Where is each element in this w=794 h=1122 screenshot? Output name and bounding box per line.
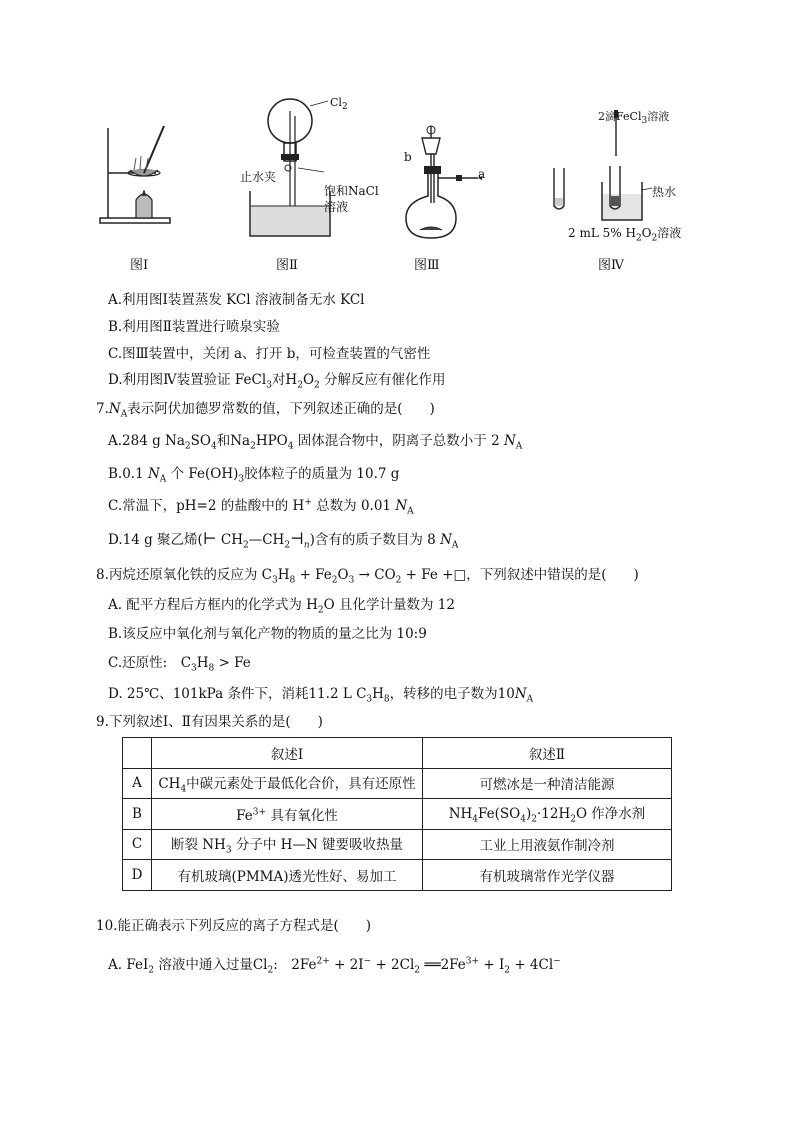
table-cell: 有机玻璃常作光学仪器 xyxy=(423,860,672,891)
table-cell: 断裂 $NH_3$ 分子中 H—N 键要吸收热量 xyxy=(152,829,423,860)
q6-option-d: D.利用图Ⅳ装置验证 FeCl$_3$对$H_2O_2$ 分解反应有催化作用 xyxy=(108,372,446,391)
q7-option-b: B.0.1 $N_A$ 个 $Fe(OH)_3$胶体粒子的质量为 10.7 g xyxy=(108,466,400,485)
figure-1-evaporation-apparatus xyxy=(96,118,176,228)
figure-4-caption: 图Ⅳ xyxy=(598,258,624,273)
q10-stem: 10.能正确表示下列反应的离子方程式是( ) xyxy=(96,918,372,934)
table-row-key: A xyxy=(123,768,152,799)
q9-table xyxy=(122,737,672,891)
q6-option-c: C.图Ⅲ装置中，关闭 a、打开 b，可检查装置的气密性 xyxy=(108,346,431,362)
figure-3-airtightness-apparatus xyxy=(400,118,500,248)
polymer-bracket-left: ⊢ xyxy=(202,529,217,548)
figure-2-nacl-label-1: 饱和NaCl xyxy=(324,184,379,198)
table-row-key: C xyxy=(123,829,152,860)
figure-2-cl2-label: $Cl_2$ xyxy=(330,96,348,113)
table-cell: $Fe^{3+}$ 具有氧化性 xyxy=(152,799,423,830)
q8-option-d: D. 25℃、101kPa 条件下，消耗11.2 L $C_3H_8$，转移的电子数为$10N_A$ xyxy=(108,686,534,705)
figure-3-label-a: a xyxy=(478,167,486,181)
table-cell: 有机玻璃(PMMA)透光性好、易加工 xyxy=(152,860,423,891)
table-cell: 工业上用液氨作制冷剂 xyxy=(423,829,672,860)
q8-stem: 8.丙烷还原氧化铁的反应为 $C_3H_8 + Fe_2O_3 \to CO_2 + Fe$ +□，下列叙述中错误的是( ) xyxy=(96,567,639,586)
figure-3-label-b: b xyxy=(404,150,412,164)
table-header-cell: 叙述Ⅰ xyxy=(152,738,423,769)
q7-stem: $7.N_A$表示阿伏加德罗常数的值，下列叙述正确的是( ) xyxy=(96,401,435,420)
polymer-bracket-right: ⊣ xyxy=(290,529,304,548)
table-row xyxy=(123,799,672,830)
figure-2-nacl-label-2: 溶液 xyxy=(324,200,349,214)
figure-3-caption: 图Ⅲ xyxy=(414,258,440,273)
figure-1-caption: 图Ⅰ xyxy=(130,258,149,273)
table-header-cell: 叙述Ⅱ xyxy=(423,738,672,769)
q8-option-a: A. 配平方程后方框内的化学式为 $H_2O$ 且化学计量数为 12 xyxy=(108,597,455,616)
table-row-key: D xyxy=(123,860,152,891)
figure-4-hot-water-label: 热水 xyxy=(652,185,677,199)
table-cell: 可燃冰是一种清洁能源 xyxy=(423,768,672,799)
table-row xyxy=(123,768,672,799)
figure-4-drops-label: 2滴FeCl$_3$溶液 xyxy=(598,110,670,127)
q8-option-b: B.该反应中氧化剂与氧化产物的物质的量之比为 10:9 xyxy=(108,626,427,642)
table-cell: $NH_4Fe(SO_4)_2\cdot 12H_2O$ 作净水剂 xyxy=(423,799,672,830)
q6-option-a: A.利用图Ⅰ装置蒸发 KCl 溶液制备无水 KCl xyxy=(108,292,365,308)
figure-2-caption: 图Ⅱ xyxy=(276,258,298,273)
table-cell: $CH_4$中碳元素处于最低化合价，具有还原性 xyxy=(152,768,423,799)
q9-stem: 9.下列叙述Ⅰ、Ⅱ有因果关系的是( ) xyxy=(96,714,323,730)
q7-option-d: D.14 g 聚乙烯(⊢ $CH_2—CH_2⊣_n$)含有的质子数目为 8 $N_A$ xyxy=(108,529,459,551)
table-row xyxy=(123,829,672,860)
q7-option-c: C.常温下，pH=2 的盐酸中的 H+ 总数为 0.01 $N_A$ xyxy=(108,497,414,517)
q10-option-a: A. FeI$_2$ 溶液中通入过量$Cl_2$: $2Fe^{2+} + 2I^- + 2Cl_2$ $══2Fe^{3+} + I_2 + 4Cl^-$ xyxy=(108,956,561,976)
figure-4-h2o2-label: 2 mL 5% $H_2O_2$溶液 xyxy=(568,226,682,244)
table-row xyxy=(123,860,672,891)
table-header-cell xyxy=(123,738,152,769)
figure-2-clamp-label: 止水夹 xyxy=(240,170,277,184)
q7-option-a: A.284 g $Na_2SO_4$和$Na_2HPO_4$ 固体混合物中，阴离子总数小于 2 $N_A$ xyxy=(108,433,523,452)
table-row-key: B xyxy=(123,799,152,830)
q6-option-b: B.利用图Ⅱ装置进行喷泉实验 xyxy=(108,319,280,335)
q8-option-c: C.还原性: $C_3H_8 > Fe$ xyxy=(108,655,251,674)
table-header-row xyxy=(123,738,672,769)
